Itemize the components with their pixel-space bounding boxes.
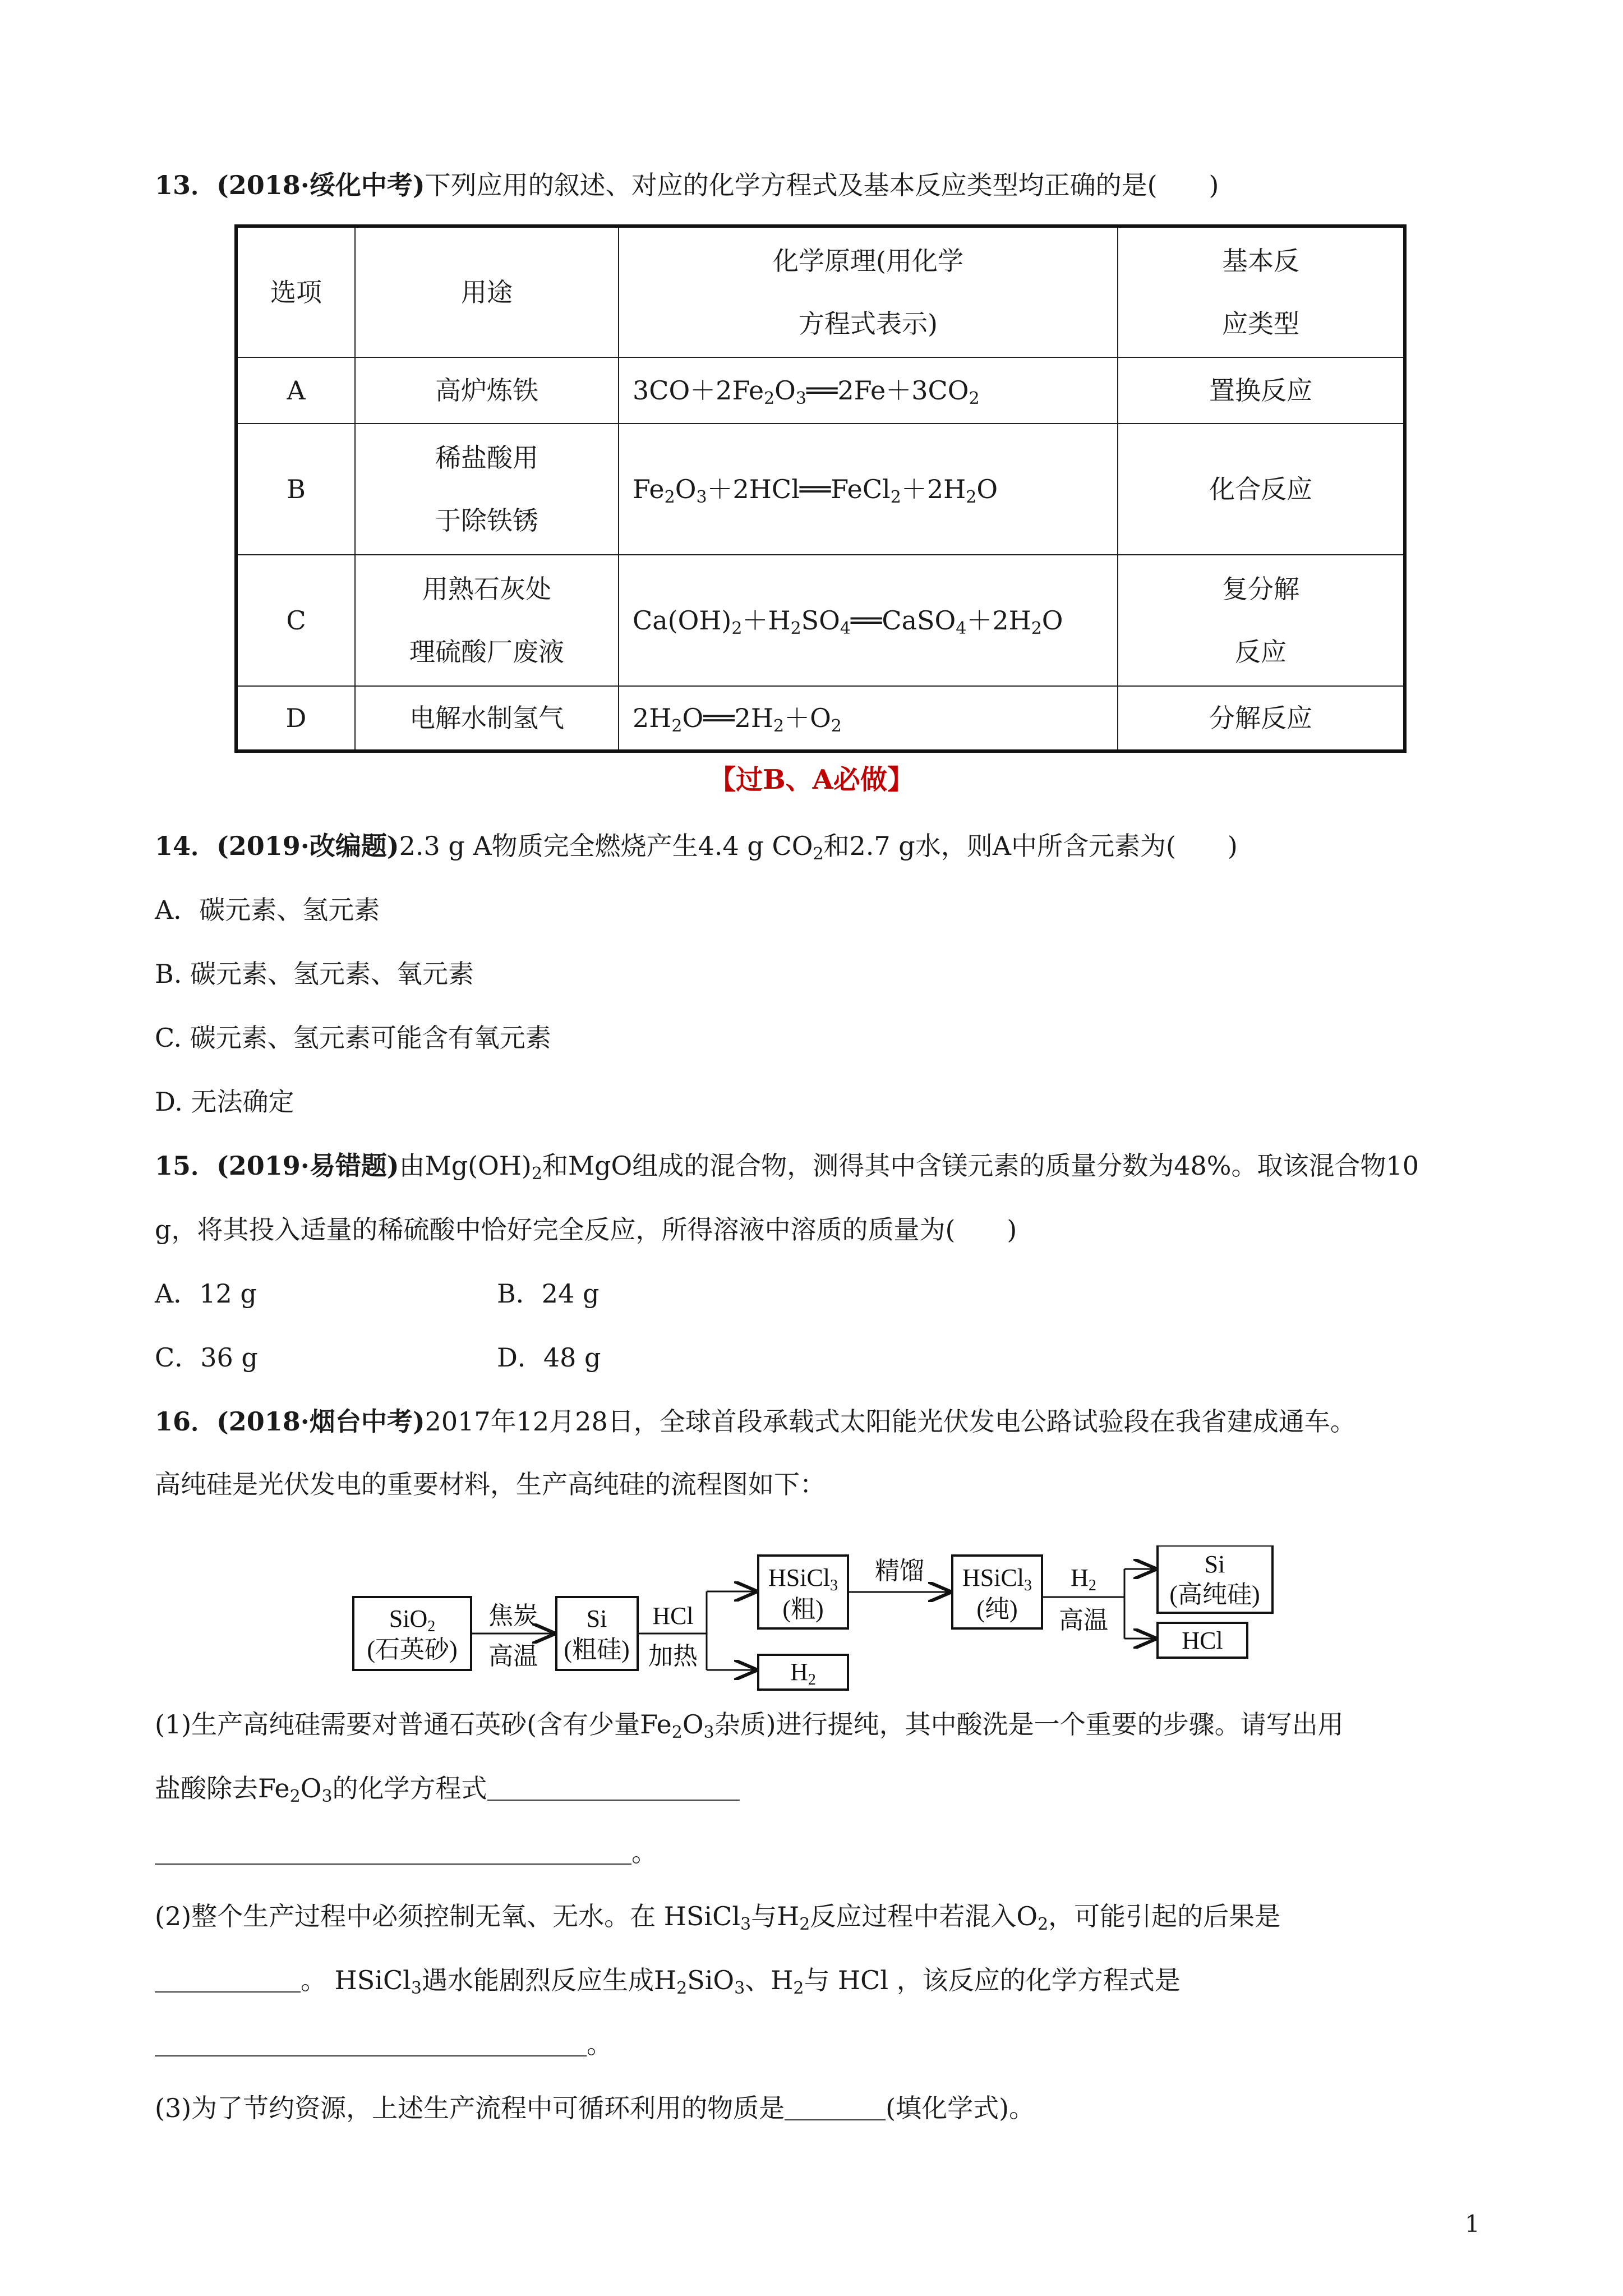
hightemp2-label: 高温 [1059, 1607, 1108, 1634]
q16-p3-text-a: (3)为了节约资源，上述生产流程中可循环利用的物质是 [155, 2093, 785, 2123]
table-header-row [236, 226, 1405, 357]
row-b-use-line1: 稀盐酸用 [435, 443, 538, 473]
q15-number: 15． [155, 1151, 217, 1181]
si-pure-label: Si [1204, 1550, 1225, 1578]
page-number: 1 [1465, 2210, 1480, 2238]
row-c-option: C [236, 555, 355, 686]
row-a-equation: $3CO+2Fe_2O_3══2Fe+3CO_2$ [619, 357, 1118, 424]
row-b-equation: $Fe_2O_3+2HCl══FeCl_2+2H_2O$ [619, 424, 1118, 555]
q14-option-b[interactable]: B. 碳元素、氢元素、氧元素 [155, 959, 474, 989]
q16-p1-text-b: 杂质)进行提纯，其中酸洗是一个重要的步骤。请写出用 [714, 1709, 1344, 1740]
q13-stem [155, 168, 1219, 202]
row-d-type: 分解反应 [1118, 686, 1405, 751]
q16-part3 [155, 2091, 1035, 2125]
q16-part1-line3 [155, 1835, 657, 1869]
q16-p2-text-a: (2)整个生产过程中必须控制无氧、无水。在 HSiCl [155, 1901, 741, 1931]
row-a-use: 高炉炼铁 [355, 357, 619, 424]
table-row [236, 555, 1405, 686]
hsicl3-crude-label: HSiCl3 [768, 1564, 838, 1594]
q14-number: 14． [155, 831, 217, 861]
q13-source: (2018·绥化中考) [216, 170, 425, 200]
q15-option-a[interactable]: A．12 g [155, 1278, 257, 1309]
row-c-use [355, 555, 619, 686]
sio2-label: SiO2 [389, 1605, 436, 1635]
q15-option-d[interactable]: D．48 g [497, 1342, 601, 1373]
heat-label: 加热 [648, 1642, 698, 1670]
header-type [1118, 226, 1405, 357]
header-principle [619, 226, 1118, 357]
answer-blank-2b[interactable] [155, 2031, 587, 2056]
sio2-sub-label: (石英砂) [367, 1636, 458, 1663]
h2-reagent-label: H2 [1071, 1564, 1096, 1594]
row-a-option: A [236, 357, 355, 424]
row-c-type [1118, 555, 1405, 686]
q16-stem [155, 1405, 1356, 1438]
q16-part1-line2: 盐酸除去$Fe_2O_3$的化学方程式 [155, 1772, 740, 1805]
header-option: 选项 [236, 226, 355, 357]
q16-text: 2017年12月28日，全球首段承载式太阳能光伏发电公路试验段在我省建成通车。 [425, 1406, 1356, 1437]
si-pure-sub-label: (高纯硅) [1169, 1581, 1260, 1608]
row-a-type: 置换反应 [1118, 357, 1405, 424]
answer-blank-2a[interactable] [155, 1967, 301, 1993]
hightemp1-label: 高温 [488, 1642, 538, 1670]
q14-option-a[interactable]: A．碳元素、氢元素 [155, 895, 380, 925]
q16-stem-line2: 高纯硅是光伏发电的重要材料，生产高纯硅的流程图如下： [155, 1469, 826, 1499]
row-c-type-line2: 反应 [1235, 637, 1287, 667]
row-b-use [355, 424, 619, 555]
header-use: 用途 [355, 226, 619, 357]
hcl1-label: HCl [652, 1602, 694, 1630]
answer-blank-1a[interactable] [487, 1775, 740, 1801]
q16-p1-text-a: (1)生产高纯硅需要对普通石英砂(含有少量Fe [155, 1709, 672, 1740]
period: 。 [587, 2029, 612, 2059]
hsicl3-pure-sub-label: (纯) [976, 1595, 1018, 1623]
hcl2-label: HCl [1182, 1627, 1223, 1654]
hsicl3-crude-sub-label: (粗) [782, 1595, 824, 1623]
h2-box-label: H2 [790, 1658, 816, 1688]
q13-table [234, 224, 1407, 753]
row-c-use-line2: 理硫酸厂废液 [409, 637, 564, 667]
q16-part1-line1: (1)生产高纯硅需要对普通石英砂(含有少量$Fe_2O_3$杂质)进行提纯，其中酸洗是一个重要的步骤。请写出用 [155, 1709, 1344, 1742]
q16-number: 16． [155, 1406, 217, 1437]
answer-blank-3[interactable] [785, 2095, 886, 2120]
table-row [236, 357, 1405, 424]
q15-stem: 15．(2019·易错题)由$Mg(OH)_2$和MgO组成的混合物，测得其中含镁元素的质量分数为48%。取该混合物10 [155, 1151, 1419, 1184]
q14-option-d[interactable]: D. 无法确定 [155, 1087, 294, 1117]
q14-option-c[interactable]: C. 碳元素、氢元素可能含有氧元素 [155, 1023, 551, 1053]
row-c-use-line1: 用熟石灰处 [422, 574, 551, 604]
q15-text-b: 和MgO组成的混合物，测得其中含镁元素的质量分数为48%。取该混合物10 [542, 1151, 1419, 1181]
section-note: 【过B、A必做】 [709, 764, 914, 795]
q14-source: (2019·改编题) [216, 831, 399, 861]
header-type-line1: 基本反 [1222, 246, 1299, 276]
q16-p2-text-f: 遇水能剧烈反应生成H [421, 1965, 677, 1995]
distill-label: 精馏 [875, 1557, 924, 1585]
row-b-use-line2: 于除铁锈 [435, 505, 538, 536]
q16-p2-text-c: 反应过程中若混入O [810, 1901, 1038, 1931]
q13-number: 13． [155, 170, 217, 200]
q16-part2-line2: 。 HSiCl$_3$遇水能剧烈反应生成$H_2SiO_3$、$H_2$与 HCl ，该反应的化学方程式是 [155, 1963, 1181, 1997]
flow-diagram [348, 1545, 1290, 1697]
q15-option-b[interactable]: B．24 g [497, 1278, 600, 1309]
q15-stem-line2: g，将其投入适量的稀硫酸中恰好完全反应，所得溶液中溶质的质量为( ) [155, 1214, 1017, 1245]
q16-p2-text-i: 与 HCl ，该反应的化学方程式是 [804, 1965, 1181, 1995]
row-c-equation: $Ca(OH)_2+H_2SO_4══CaSO_4+2H_2O$ [619, 555, 1118, 686]
period: 。 [631, 1837, 657, 1867]
q16-p1-text-c: 盐酸除去Fe [155, 1773, 290, 1803]
q16-p2-text-b: 与H [751, 1901, 800, 1931]
q15-text-a: 由Mg(OH) [399, 1151, 532, 1181]
row-b-option: B [236, 424, 355, 555]
q16-source: (2018·烟台中考) [216, 1406, 425, 1437]
q14-text-b: 和2.7 g水，则A中所含元素为( ) [823, 831, 1238, 861]
q14-stem: 14．(2019·改编题)2.3 g A物质完全燃烧产生4.4 g $CO_2$和2.7 g水，则A中所含元素为( ) [155, 831, 1238, 864]
q14-text-a: 2.3 g A物质完全燃烧产生4.4 g CO [399, 831, 813, 861]
header-principle-line1: 化学原理(用化学 [773, 246, 963, 276]
q16-p2-text-d: ，可能引起的后果是 [1048, 1901, 1281, 1931]
hsicl3-pure-label: HSiCl3 [962, 1564, 1032, 1594]
si-crude-label: Si [586, 1605, 607, 1632]
si-crude-sub-label: (粗硅) [564, 1636, 630, 1663]
q16-p2-text-h: 、H [745, 1965, 794, 1995]
row-b-type: 化合反应 [1118, 424, 1405, 555]
q16-p2-text-e: 。 HSiCl [301, 1965, 411, 1995]
q16-p3-text-b: (填化学式)。 [886, 2093, 1035, 2123]
q15-source: (2019·易错题) [216, 1151, 399, 1181]
header-type-line2: 应类型 [1222, 309, 1299, 339]
table-row [236, 686, 1405, 751]
answer-blank-1b[interactable] [155, 1839, 631, 1865]
coke-label: 焦炭 [488, 1602, 538, 1630]
row-d-equation: $2H_2O══2H_2+O_2$ [619, 686, 1118, 751]
q16-part2-line1: (2)整个生产过程中必须控制无氧、无水。在 HSiCl$_3$与$H_2$反应过程中若混入$O_2$，可能引起的后果是 [155, 1901, 1281, 1934]
q16-part2-line3 [155, 2027, 612, 2061]
header-principle-line2: 方程式表示) [799, 309, 938, 339]
table-row [236, 424, 1405, 555]
q13-text: 下列应用的叙述、对应的化学方程式及基本反应类型均正确的是( ) [425, 170, 1219, 200]
q15-option-c[interactable]: C．36 g [155, 1342, 258, 1373]
row-c-type-line1: 复分解 [1222, 574, 1299, 604]
row-d-option: D [236, 686, 355, 751]
q16-p1-text-d: 的化学方程式 [332, 1773, 487, 1803]
q16-p2-text-g: SiO [687, 1965, 735, 1995]
row-d-use: 电解水制氢气 [355, 686, 619, 751]
